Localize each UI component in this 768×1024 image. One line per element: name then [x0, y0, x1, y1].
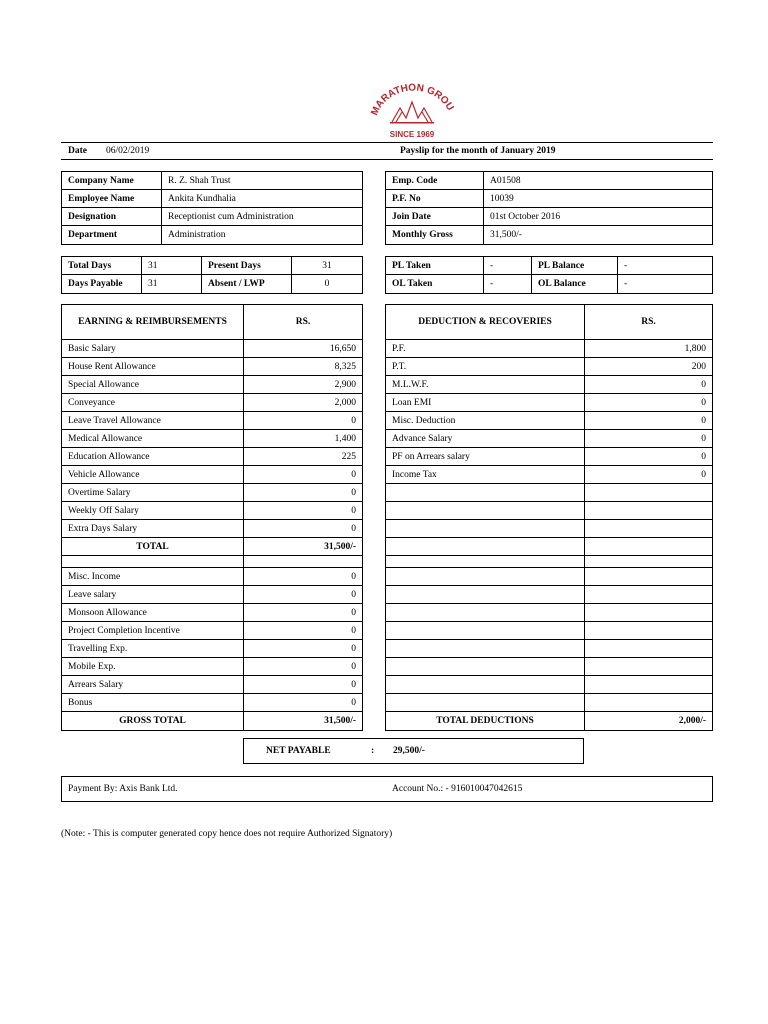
earning-label: Basic Salary — [62, 340, 244, 358]
earning-label: Leave Travel Allowance — [62, 412, 244, 430]
earning-label: Overtime Salary — [62, 484, 244, 502]
leave-table — [385, 256, 713, 294]
table-row — [386, 340, 713, 358]
earning-value: 0 — [244, 484, 363, 502]
table-row — [62, 586, 363, 604]
employee-info-table — [385, 171, 713, 245]
earning-value: 8,325 — [244, 358, 363, 376]
reimbursement-label: Mobile Exp. — [62, 658, 244, 676]
ol-taken-label: OL Taken — [386, 275, 484, 294]
department-label: Department — [62, 226, 162, 245]
table-row — [62, 658, 363, 676]
table-row — [62, 466, 363, 484]
present-days-label: Present Days — [202, 257, 292, 275]
empty-cell — [386, 658, 585, 676]
table-row — [62, 676, 363, 694]
payment-box — [61, 776, 713, 802]
table-row — [62, 376, 363, 394]
payment-by: Payment By: Axis Bank Ltd. — [68, 784, 178, 794]
date-label: Date — [68, 146, 87, 156]
deduction-label: PF on Arrears salary — [386, 448, 585, 466]
earning-label: Special Allowance — [62, 376, 244, 394]
reimbursement-label: Travelling Exp. — [62, 640, 244, 658]
reimbursement-value: 0 — [244, 622, 363, 640]
spacer-cell — [244, 556, 363, 568]
employee-name-value: Ankita Kundhalia — [162, 190, 363, 208]
table-row — [386, 448, 713, 466]
empty-cell — [585, 568, 713, 586]
attendance-table — [61, 256, 363, 294]
table-row — [62, 484, 363, 502]
reimbursement-label: Bonus — [62, 694, 244, 712]
empty-cell — [585, 640, 713, 658]
deduction-value: 0 — [585, 394, 713, 412]
empty-cell — [386, 640, 585, 658]
ol-balance-value: - — [618, 275, 713, 294]
present-days-value: 31 — [292, 257, 363, 275]
empty-cell — [585, 604, 713, 622]
pl-taken-label: PL Taken — [386, 257, 484, 275]
table-row — [62, 394, 363, 412]
table-row — [386, 466, 713, 484]
table-row — [386, 394, 713, 412]
table-row — [62, 502, 363, 520]
table-row — [62, 568, 363, 586]
marathon-logo-icon — [362, 78, 462, 140]
deduction-value: 0 — [585, 430, 713, 448]
earning-value: 0 — [244, 520, 363, 538]
spacer-cell — [62, 556, 244, 568]
earnings-total-value: 31,500/- — [244, 538, 363, 556]
department-value: Administration — [162, 226, 363, 245]
earning-value: 0 — [244, 412, 363, 430]
earnings-currency-header: RS. — [244, 305, 363, 340]
empty-cell — [585, 622, 713, 640]
empty-cell — [386, 502, 585, 520]
earning-label: Extra Days Salary — [62, 520, 244, 538]
total-deductions-label: TOTAL DEDUCTIONS — [386, 712, 585, 731]
svg-text:MARATHON GROUP: MARATHON GROU — [369, 82, 456, 118]
net-payable-separator: : — [371, 746, 375, 756]
deductions-header: DEDUCTION & RECOVERIES — [386, 305, 585, 340]
company-name-value: R. Z. Shah Trust — [162, 172, 363, 190]
empty-cell — [585, 484, 713, 502]
table-row — [62, 340, 363, 358]
earning-value: 1,400 — [244, 430, 363, 448]
join-date-label: Join Date — [386, 208, 484, 226]
empty-cell — [386, 622, 585, 640]
deduction-value: 0 — [585, 466, 713, 484]
monthly-gross-value: 31,500/- — [484, 226, 713, 245]
header-top-rule — [61, 142, 713, 143]
table-row — [62, 448, 363, 466]
reimbursement-value: 0 — [244, 694, 363, 712]
emp-code-label: Emp. Code — [386, 172, 484, 190]
pl-balance-label: PL Balance — [532, 257, 618, 275]
ol-taken-value: - — [484, 275, 532, 294]
empty-cell — [585, 658, 713, 676]
payslip-title: Payslip for the month of January 2019 — [400, 146, 556, 156]
emp-code-value: A01508 — [484, 172, 713, 190]
earning-value: 225 — [244, 448, 363, 466]
net-payable-label: NET PAYABLE — [266, 746, 331, 756]
deduction-value: 0 — [585, 448, 713, 466]
reimbursement-value: 0 — [244, 586, 363, 604]
empty-cell — [386, 568, 585, 586]
reimbursement-value: 0 — [244, 676, 363, 694]
table-row — [386, 358, 713, 376]
deduction-label: Loan EMI — [386, 394, 585, 412]
pl-taken-value: - — [484, 257, 532, 275]
total-deductions-value: 2,000/- — [585, 712, 713, 731]
table-row — [62, 430, 363, 448]
earning-value: 16,650 — [244, 340, 363, 358]
earning-label: Medical Allowance — [62, 430, 244, 448]
table-row — [62, 604, 363, 622]
days-payable-value: 31 — [142, 275, 202, 294]
pf-no-value: 10039 — [484, 190, 713, 208]
table-row — [62, 520, 363, 538]
deduction-label: Advance Salary — [386, 430, 585, 448]
absent-lwp-label: Absent / LWP — [202, 275, 292, 294]
employee-name-label: Employee Name — [62, 190, 162, 208]
deduction-value: 200 — [585, 358, 713, 376]
net-payable-value: 29,500/- — [393, 746, 425, 756]
pf-no-label: P.F. No — [386, 190, 484, 208]
table-row — [62, 412, 363, 430]
empty-cell — [585, 676, 713, 694]
deduction-label: P.F. — [386, 340, 585, 358]
total-days-value: 31 — [142, 257, 202, 275]
spacer-cell — [386, 556, 585, 568]
date-value: 06/02/2019 — [106, 146, 150, 156]
reimbursement-label: Misc. Income — [62, 568, 244, 586]
table-row — [62, 358, 363, 376]
empty-cell — [386, 676, 585, 694]
designation-label: Designation — [62, 208, 162, 226]
empty-cell — [585, 520, 713, 538]
earning-label: Conveyance — [62, 394, 244, 412]
gross-total-value: 31,500/- — [244, 712, 363, 731]
net-payable-box — [243, 738, 584, 764]
deduction-label: Misc. Deduction — [386, 412, 585, 430]
earning-label: Weekly Off Salary — [62, 502, 244, 520]
earning-value: 2,000 — [244, 394, 363, 412]
empty-cell — [585, 694, 713, 712]
reimbursement-label: Monsoon Allowance — [62, 604, 244, 622]
deduction-value: 1,800 — [585, 340, 713, 358]
reimbursement-label: Arrears Salary — [62, 676, 244, 694]
pl-balance-value: - — [618, 257, 713, 275]
empty-cell — [386, 604, 585, 622]
empty-cell — [386, 484, 585, 502]
empty-cell — [386, 520, 585, 538]
deductions-currency-header: RS. — [585, 305, 713, 340]
deductions-table — [385, 304, 713, 731]
empty-cell — [386, 694, 585, 712]
join-date-value: 01st October 2016 — [484, 208, 713, 226]
earning-label: Education Allowance — [62, 448, 244, 466]
reimbursement-label: Project Completion Incentive — [62, 622, 244, 640]
reimbursement-value: 0 — [244, 568, 363, 586]
table-row — [62, 622, 363, 640]
reimbursement-value: 0 — [244, 640, 363, 658]
footer-note: (Note: - This is computer generated copy hence does not require Authorized Signatory) — [61, 829, 393, 839]
company-info-table — [61, 171, 363, 245]
days-payable-label: Days Payable — [62, 275, 142, 294]
deduction-value: 0 — [585, 412, 713, 430]
monthly-gross-label: Monthly Gross — [386, 226, 484, 245]
empty-cell — [386, 538, 585, 556]
empty-cell — [585, 538, 713, 556]
svg-text:SINCE 1969: SINCE 1969 — [389, 130, 435, 139]
designation-value: Receptionist cum Administration — [162, 208, 363, 226]
earnings-header: EARNING & REIMBURSEMENTS — [62, 305, 244, 340]
empty-cell — [386, 586, 585, 604]
deduction-value: 0 — [585, 376, 713, 394]
earnings-total-label: TOTAL — [62, 538, 244, 556]
earnings-table — [61, 304, 363, 731]
empty-cell — [585, 586, 713, 604]
reimbursement-label: Leave salary — [62, 586, 244, 604]
deduction-label: M.L.W.F. — [386, 376, 585, 394]
company-logo — [362, 78, 462, 140]
earning-label: House Rent Allowance — [62, 358, 244, 376]
reimbursement-value: 0 — [244, 658, 363, 676]
earning-value: 0 — [244, 502, 363, 520]
earning-value: 2,900 — [244, 376, 363, 394]
reimbursement-value: 0 — [244, 604, 363, 622]
earning-value: 0 — [244, 466, 363, 484]
table-row — [386, 376, 713, 394]
company-name-label: Company Name — [62, 172, 162, 190]
absent-lwp-value: 0 — [292, 275, 363, 294]
table-row — [62, 694, 363, 712]
table-row — [62, 640, 363, 658]
gross-total-label: GROSS TOTAL — [62, 712, 244, 731]
table-row — [386, 430, 713, 448]
ol-balance-label: OL Balance — [532, 275, 618, 294]
total-days-label: Total Days — [62, 257, 142, 275]
table-row — [386, 412, 713, 430]
header-bottom-rule — [61, 159, 713, 160]
deduction-label: Income Tax — [386, 466, 585, 484]
account-number: Account No.: - 916010047042615 — [392, 784, 523, 794]
empty-cell — [585, 502, 713, 520]
deduction-label: P.T. — [386, 358, 585, 376]
spacer-cell — [585, 556, 713, 568]
earning-label: Vehicle Allowance — [62, 466, 244, 484]
